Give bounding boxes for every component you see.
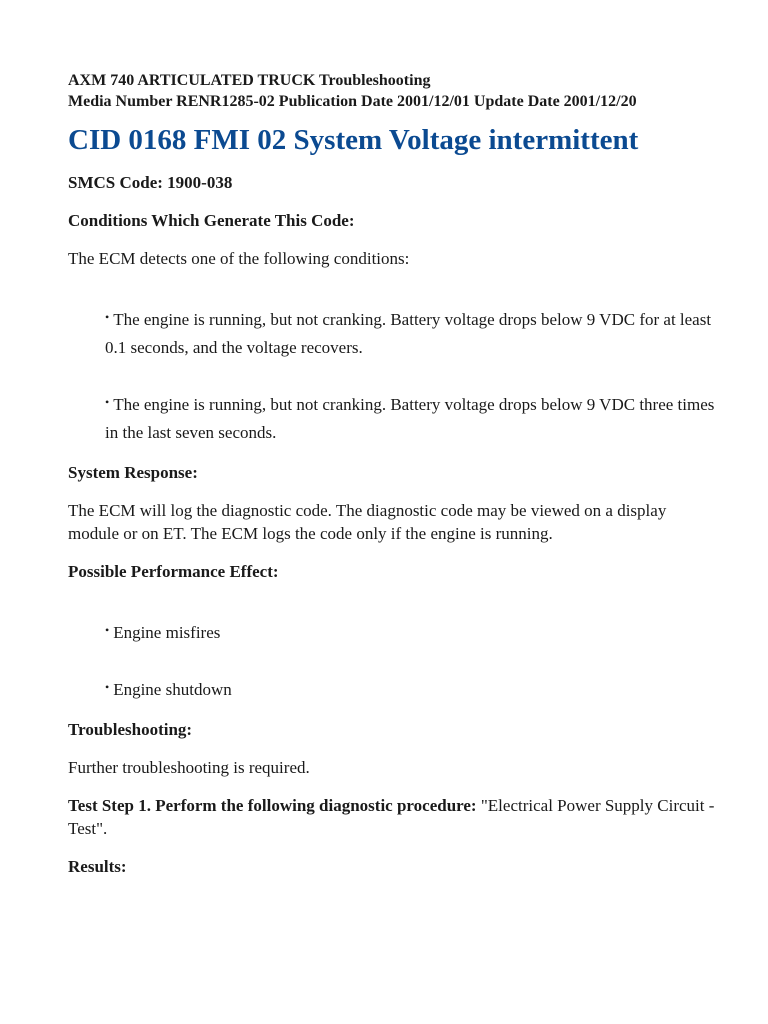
bullet-icon: • <box>105 395 110 409</box>
doc-header-line-1: AXM 740 ARTICULATED TRUCK Troubleshooting <box>68 72 431 89</box>
performance-bullet-2: Engine shutdown <box>113 680 232 699</box>
list-item <box>105 598 715 655</box>
performance-bullet-1: Engine misfires <box>113 623 221 642</box>
document-page <box>68 70 718 893</box>
bullet-icon: • <box>105 310 110 324</box>
conditions-heading: Conditions Which Generate This Code: <box>68 211 355 230</box>
list-item <box>105 655 715 712</box>
page-title: CID 0168 FMI 02 System Voltage intermittent <box>68 124 639 156</box>
test-step-1-label: Test Step 1. Perform the following diagnostic procedure: <box>68 796 477 815</box>
results-heading: Results: <box>68 857 127 876</box>
smcs-code: SMCS Code: 1900-038 <box>68 173 233 192</box>
test-step-1-procedure: "Electrical Power Supply Circuit - Test". <box>68 796 715 838</box>
list-item <box>105 370 715 455</box>
troubleshooting-text: Further troubleshooting is required. <box>68 758 310 777</box>
performance-heading: Possible Performance Effect: <box>68 562 279 581</box>
condition-bullet-1: The engine is running, but not cranking. Battery voltage drops below 9 VDC for at least 0.1 seconds, and the voltage recovers. <box>105 310 712 357</box>
doc-header-line-2: Media Number RENR1285-02 Publication Date 2001/12/01 Update Date 2001/12/20 <box>68 93 637 110</box>
bullet-icon: • <box>105 680 110 694</box>
list-item <box>105 285 715 370</box>
system-response-text: The ECM will log the diagnostic code. The diagnostic code may be viewed on a display module or on ET. The ECM logs the code only if the engine is running. <box>68 501 667 543</box>
conditions-intro: The ECM detects one of the following conditions: <box>68 249 410 268</box>
troubleshooting-heading: Troubleshooting: <box>68 720 193 739</box>
system-response-heading: System Response: <box>68 463 198 482</box>
condition-bullet-2: The engine is running, but not cranking. Battery voltage drops below 9 VDC three times in the last seven seconds. <box>105 395 715 442</box>
test-step-1 <box>68 794 718 840</box>
bullet-icon: • <box>105 623 110 637</box>
